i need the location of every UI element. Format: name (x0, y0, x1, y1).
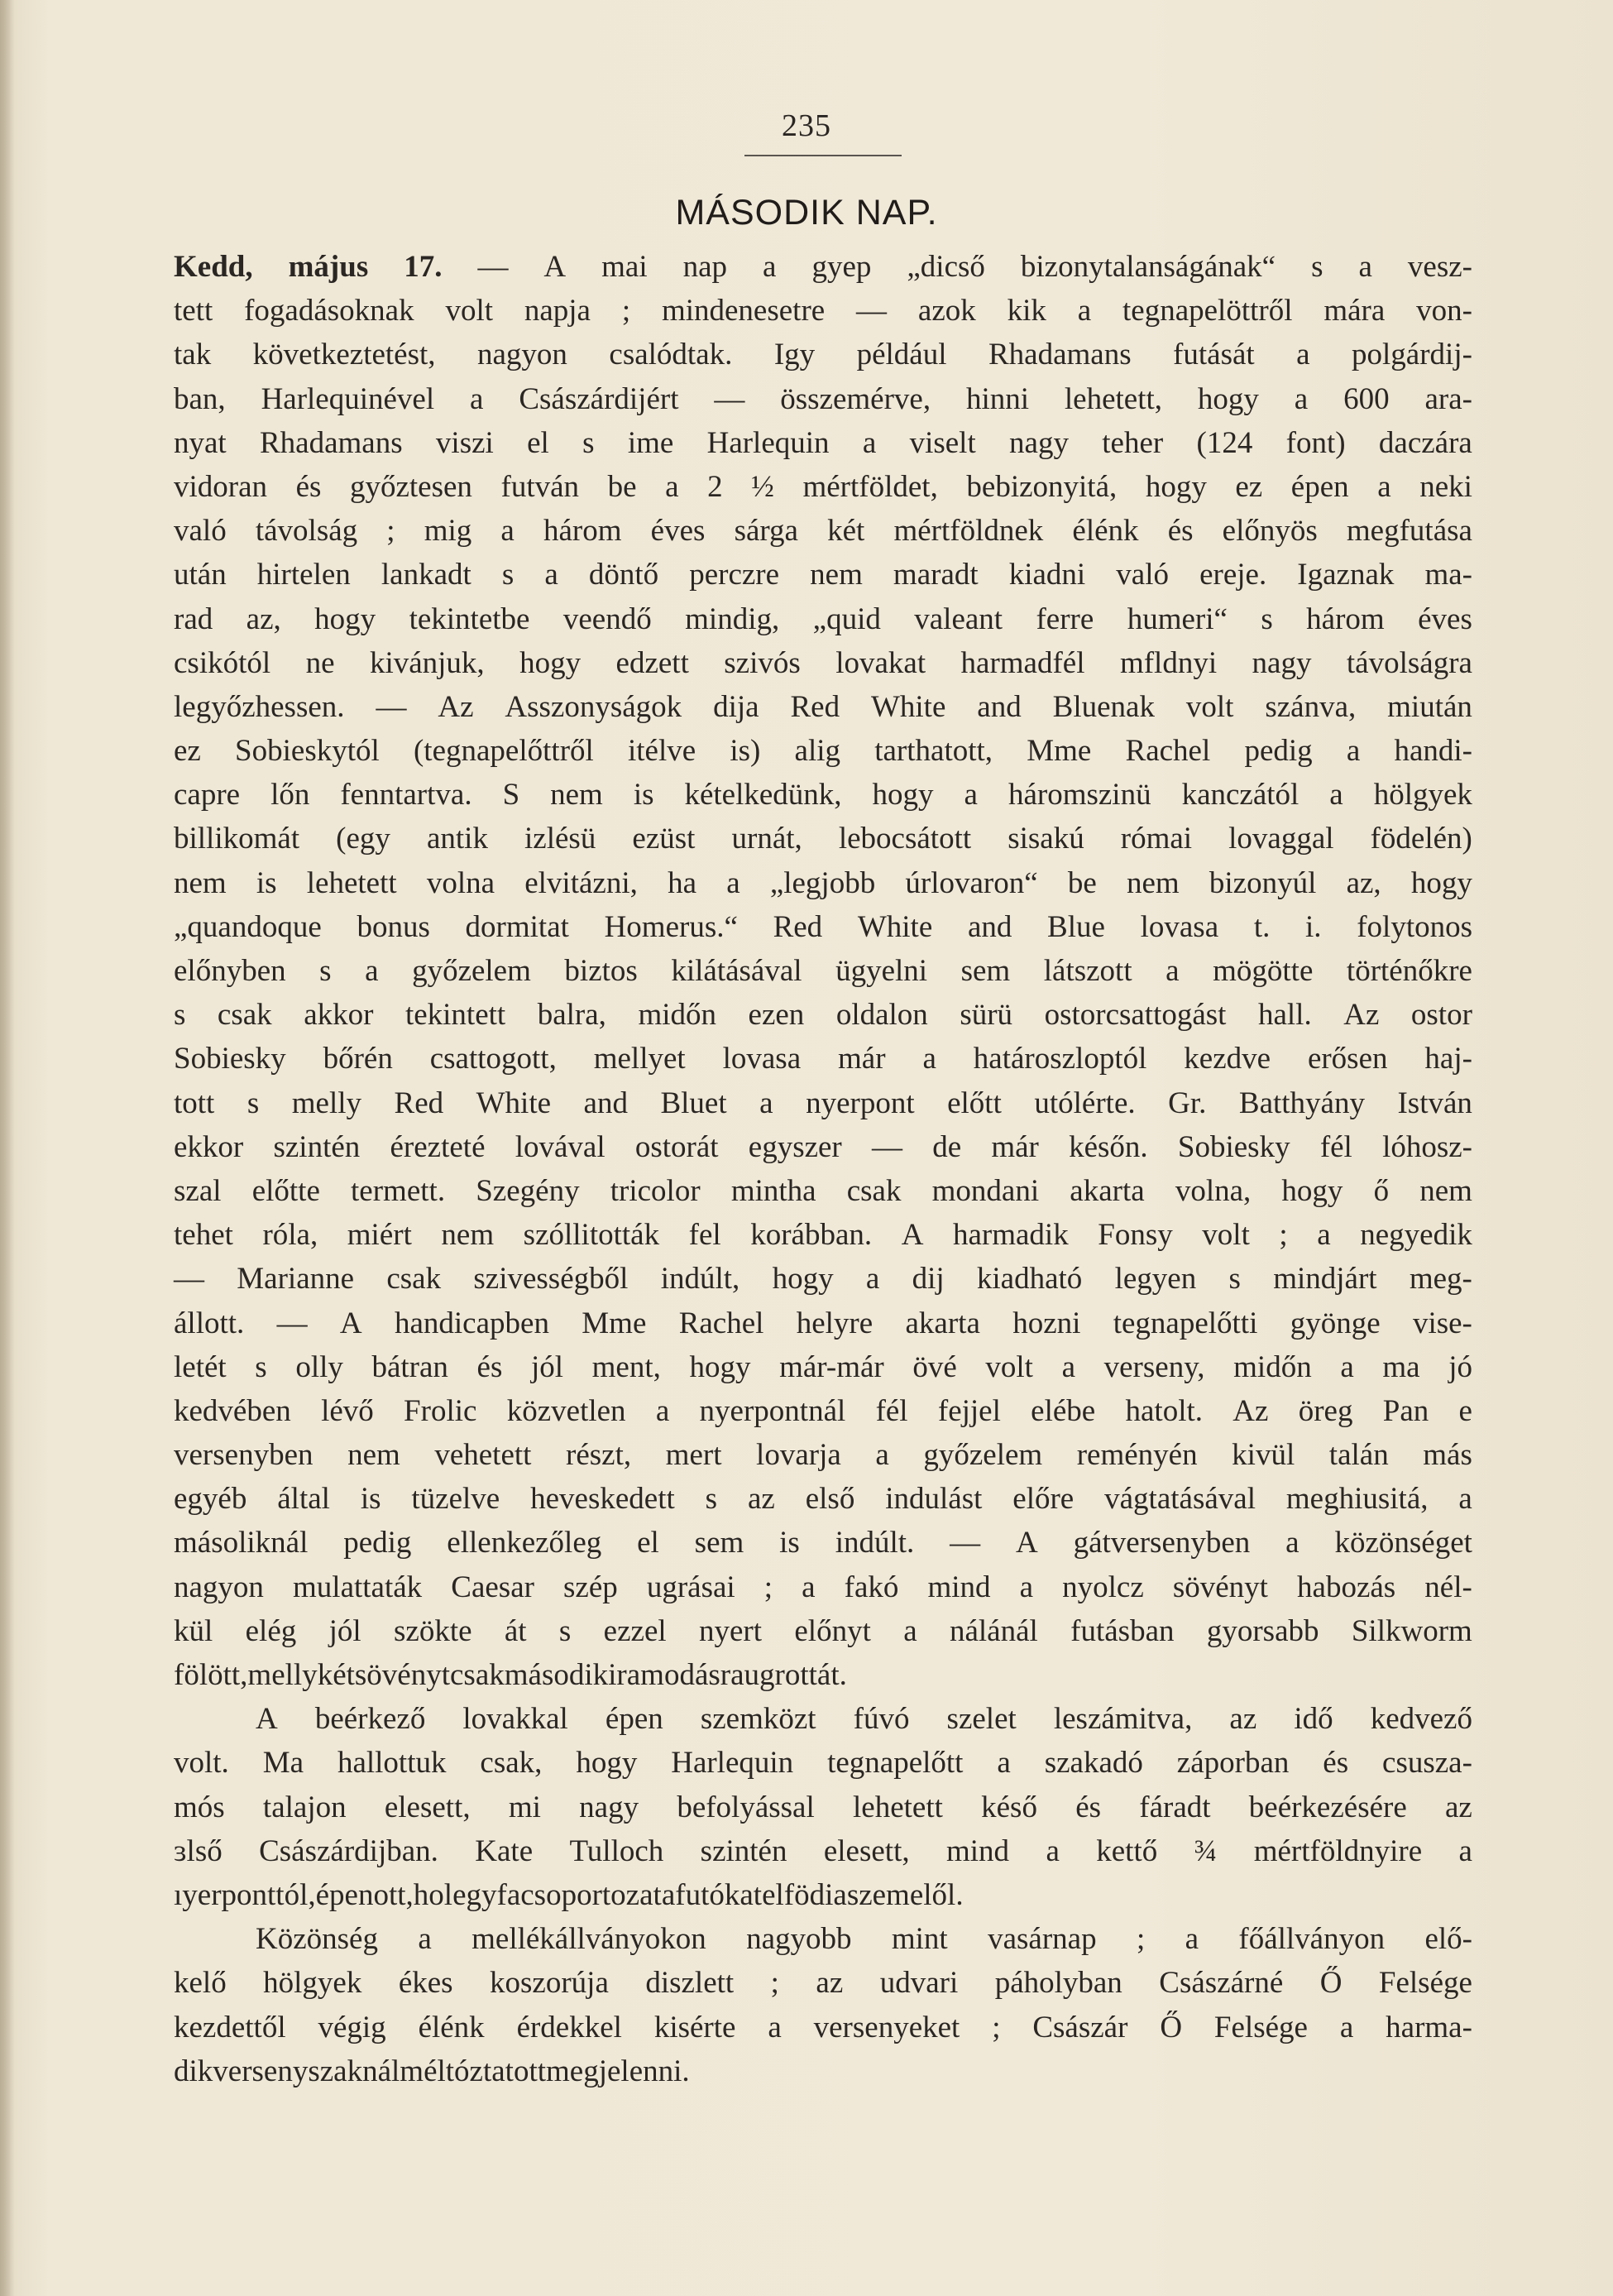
page-gutter-shadow (0, 0, 15, 2296)
text-line: Közönség a mellékállványokon nagyobb mint vasárnap ; a főállványon elő- (256, 1922, 1472, 1957)
text-line: ez Sobieskytól (tegnapelőttről itélve is) alig tarthatott, Mme Rachel pedig a handi- (174, 734, 1472, 769)
text-line: után hirtelen lankadt s a döntő perczre nem maradt kiadni való ereje. Igaznak ma- (174, 558, 1472, 592)
text-line: rad az, hogy tekintetbe veendő mindig, „quid valeant ferre humeri“ s három éves (174, 602, 1472, 636)
text-line: kelő hölgyek ékes koszorúja diszlett ; az udvari páholyban Császárné Ő Felsége (174, 1966, 1472, 2001)
text-line: tett fogadásoknak volt napja ; mindenesetre — azok kik a tegnapelöttről mára von- (174, 294, 1472, 328)
text-line: capre lőn fenntartva. S nem is kételkedünk, hogy a háromszinü kanczától a hölgyek (174, 778, 1472, 812)
text-line: való távolság ; mig a három éves sárga két mértföldnek élénk és előnyös megfutása (174, 514, 1472, 549)
text-line: Sobiesky bőrén csattogott, mellyet lovasa már a határoszloptól kezdve erősen haj- (174, 1042, 1472, 1076)
text-line: letét s olly bátran és jól ment, hogy már-már övé volt a verseny, midőn a ma jó (174, 1349, 1472, 1384)
text-line: dik versenyszaknál méltóztatott megjelenni. (174, 2054, 690, 2088)
section-title: MÁSODIK NAP. (675, 193, 938, 232)
body-text (174, 245, 1472, 2093)
text-line: tehet róla, miért nem szóllitották fel korábban. A harmadik Fonsy volt ; a negyedik (174, 1218, 1472, 1253)
text-line: mós talajon elesett, mi nagy befolyással lehetett késő és fáradt beérkezésére az (174, 1790, 1472, 1824)
page-number: 235 (782, 108, 831, 143)
text-line: kezdettől végig élénk érdekkel kisérte a versenyeket ; Császár Ő Felsége a harma- (174, 2010, 1472, 2044)
text-line: s csak akkor tekintett balra, midőn ezen oldalon sürü ostorcsattogást hall. Az ostor (174, 998, 1472, 1033)
text-line: másoliknál pedig ellenkezőleg el sem is indúlt. — A gátversenyben a közönséget (174, 1526, 1472, 1560)
text-line: csikótól ne kivánjuk, hogy edzett szivós lovakat harmadfél mfldnyi nagy távolságra (174, 645, 1472, 680)
text-line: állott. — A handicapben Mme Rachel helyre akarta hozni tegnapelőtti gyönge vise- (174, 1306, 1472, 1340)
header-rule (744, 155, 902, 156)
text-line: ıyerponttól, épen ott, hol egy facsoportozat a futókat elfödi a szem elől. (174, 1877, 964, 1912)
text-line: volt. Ma hallottuk csak, hogy Harlequin tegnapelőtt a szakadó záporban és csusza- (174, 1746, 1472, 1781)
text-line: egyéb által is tüzelve heveskedett s az első indulást előre vágtatásával meghiusitá, a (174, 1482, 1472, 1517)
text-line: Kedd, május 17. — A mai nap a gyep „dicső bizonytalanságának“ s a vesz- (174, 250, 1472, 284)
text-line: „quandoque bonus dormitat Homerus.“ Red White and Blue lovasa t. i. folytonos (174, 909, 1472, 944)
text-line: A beérkező lovakkal épen szemközt fúvó szelet leszámitva, az idő kedvező (256, 1702, 1472, 1737)
text-line: nyat Rhadamans viszi el s ime Harlequin a viselt nagy teher (124 font) daczára (174, 425, 1472, 460)
text-line: ban, Harlequinével a Császárdijért — összemérve, hinni lehetett, hogy a 600 ara- (174, 381, 1472, 416)
text-line: tott s melly Red White and Bluet a nyerpont előtt utólérte. Gr. Batthyány István (174, 1086, 1472, 1120)
text-line: szal előtte termett. Szegény tricolor mintha csak mondani akarta volna, hogy ő nem (174, 1173, 1472, 1208)
text-line: billikomát (egy antik izlésü ezüst urnát, lebocsátott sisakú római lovaggal födelén) (174, 822, 1472, 856)
text-line: vidoran és győztesen futván be a 2 ½ mértföldet, bebizonyitá, hogy ez épen a neki (174, 469, 1472, 504)
text-line: nagyon mulattaták Caesar szép ugrásai ; a fakó mind a nyolcz sövényt habozás nél- (174, 1570, 1472, 1604)
text-line: tak következtetést, nagyon csalódtak. Igy például Rhadamans futását a polgárdij- (174, 338, 1472, 372)
text-line: előnyben s a győzelem biztos kilátásával ügyelni sem látszott a mögötte történőkre (174, 954, 1472, 988)
text-line: nem is lehetett volna elvitázni, ha a „legjobb úrlovaron“ be nem bizonyúl az, hogy (174, 865, 1472, 900)
text-line: ɜlső Császárdijban. Kate Tulloch szintén elesett, mind a kettő ¾ mértföldnyire a (174, 1833, 1472, 1868)
text-line: — Marianne csak szivességből indúlt, hogy a dij kiadható legyen s mindjárt meg- (174, 1262, 1472, 1297)
text-line: kedvében lévő Frolic közvetlen a nyerpontnál fél fejjel elébe hatolt. Az öreg Pan e (174, 1393, 1472, 1428)
text-line: kül elég jól szökte át s ezzel nyert előnyt a nálánál futásban gyorsabb Silkworm (174, 1613, 1472, 1648)
text-line: ekkor szintén érezteté lovával ostorát egyszer — de már későn. Sobiesky fél lóhosz- (174, 1129, 1472, 1164)
text-line: versenyben nem vehetett részt, mert lovarja a győzelem reményén kivül talán más (174, 1438, 1472, 1473)
text-line: fölött, melly két sövényt csak második iramodásra ugrott át. (174, 1658, 847, 1692)
text-line: legyőzhessen. — Az Asszonyságok dija Red White and Bluenak volt szánva, miután (174, 689, 1472, 724)
